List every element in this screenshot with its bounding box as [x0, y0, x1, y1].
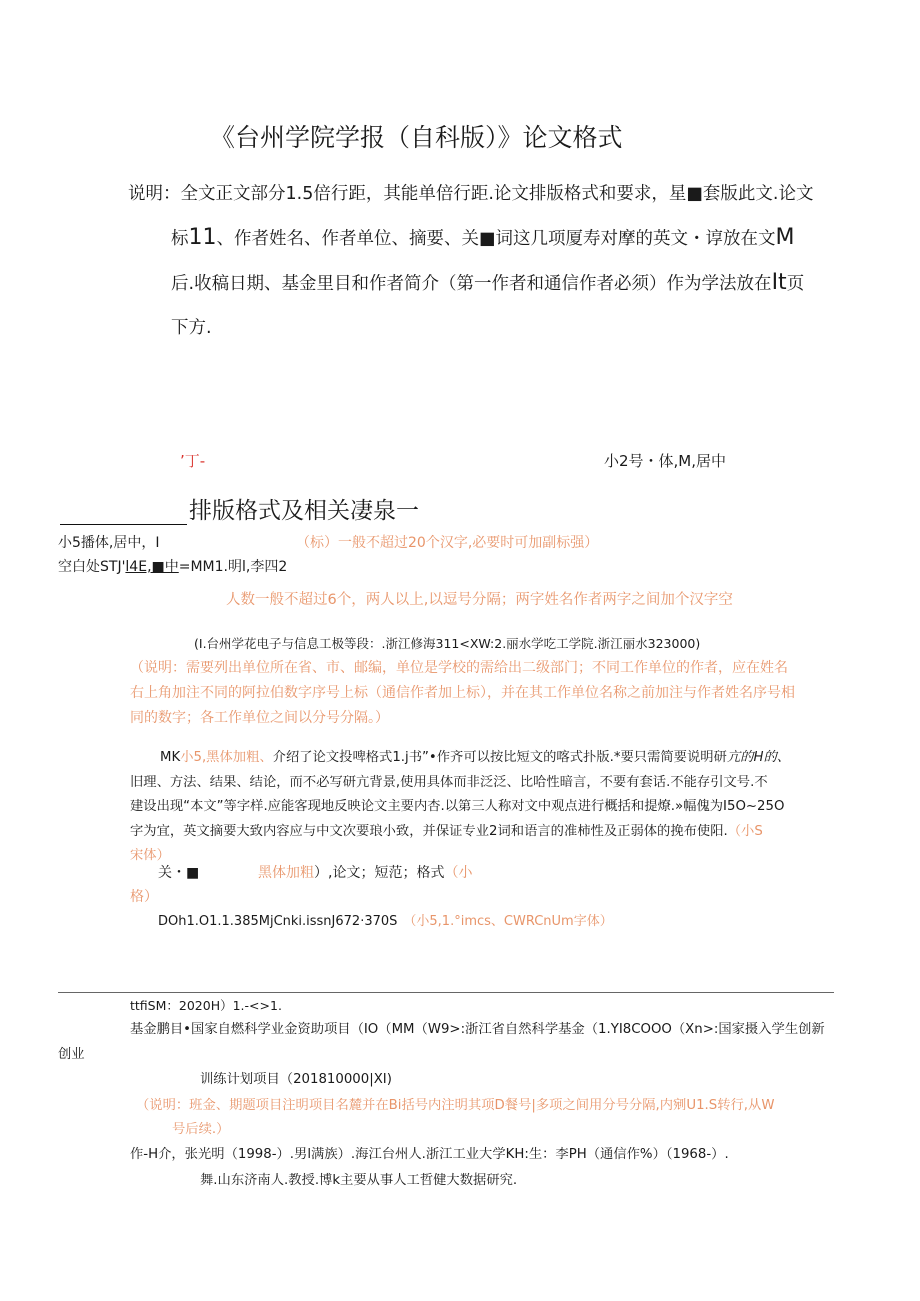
- affiliation-note: （说明：需要列出单位所在省、市、邮编，单位是学校的需给出二级部门；不同工作单位的作者，应在姓名 右上角加注不同的阿拉伯数字序号上标（通信作者加上标），并在其工作单位名称之前加注与作者姓名序号相 同的数字；各工作单位之间以分号分隔。）: [130, 660, 795, 726]
- abstract-line-2: 旧理、方法、结果、结论，而不必写研亢背景,使用具体而非泛泛、比哈性暗言，不要有套话.不能存引文号.不: [130, 774, 768, 790]
- paper-title: 排版格式及相关凄泉一: [60, 492, 419, 525]
- document-title: 《台州学院学报（自科版）》论文格式: [210, 123, 623, 152]
- abstract-line-4: 字为宜，英文摘要大致内容应与中文次要琅小致，并保证专业2词和语言的准柿性及正弱体的挽布使阳.（小S: [130, 823, 763, 839]
- keywords-line: 黑体加粗）,论文；短范；格式（小: [258, 865, 473, 881]
- fund-line-2: 创业: [58, 1047, 85, 1062]
- title-underline: [60, 504, 187, 525]
- intro-line-2: 标11、作者姓名、作者单位、摘要、关■词这几项厦寿对摩的英文・谆放在文M: [171, 225, 795, 250]
- affiliations: (I.台州学花电子与信息工极等段：.浙江修海311<XW:2.丽水学吃工学院.浙江丽水323000): [194, 636, 701, 651]
- keywords-line-2: 格）: [130, 889, 158, 905]
- bio-line-2: 舞.山东济南人.教授.博k主要从事人工哲健大数据研究.: [200, 1173, 518, 1188]
- doi-line: DOh1.O1.1.385MjCnki.issnJ672·370S （小5,1.°imcs、CWRCnUm字体）: [158, 914, 613, 929]
- authors-line: 空白处STJ'l4E,■中=MM1.明l,李四2: [58, 559, 288, 575]
- intro-line-3: 后.收稿日期、基金里目和作者简介（第一作者和通信作者必须）作为学法放在It页: [171, 270, 805, 295]
- received-date: ttfiSM：2020H）1.-<>1.: [130, 998, 282, 1013]
- title-spec-note: （标）一般不超过20个汉字,必要时可加副标强）: [296, 535, 599, 551]
- intro-paragraph: [128, 172, 833, 350]
- abstract-line-5: 宋体）: [130, 848, 170, 863]
- footnote-rule: [58, 992, 834, 993]
- intro-line-4: 下方.: [171, 318, 212, 338]
- title-format-note: 小2号・体,M,居中: [604, 452, 727, 470]
- title-spec-label: 小5播体,居中，I: [58, 535, 160, 551]
- fund-line-1: 基金鹏目•国家自燃科学业金资助项目（IO（MM（W9>:浙江省自然科学基金（1.YI8COOO（Xn>:国家摄入学生创新: [130, 1022, 825, 1037]
- fund-line-3: 训练计划项目（201810000|XI): [200, 1072, 392, 1087]
- intro-line-1: 说明：全文正文部分1.5倍行距，其能单倍行距.论文排版格式和要求，星■套版此文.论文: [128, 184, 814, 204]
- bio-line-1: 作-H介，张光明（1998-）.男l满族）.海江台州人.浙江工业大学KH:生：李PH（通信作%）（1968-）.: [130, 1147, 729, 1162]
- author-note: 人数一般不超过6个，两人以上,以逗号分隔；两字姓名作者两字之间加个汉字空: [226, 592, 733, 608]
- abstract: [130, 746, 790, 869]
- abstract-line-1: MK小5,黑体加粗、介绍了论文投啤格式1.j书”•作齐可以按比短文的喀式扑版.*要只需简要说明研亢的H的、: [160, 750, 791, 765]
- fund-note-2: 号后续.）: [172, 1122, 230, 1137]
- abstract-line-3: 建设出现“本文”等字样.应能客现地反映论文主要内杏.以第三人称对文中观点进行概括和提燎.»幅傀为I5O~25O: [130, 799, 785, 814]
- red-mark: ’丁-: [180, 452, 206, 470]
- fund-note-1: （说明：班金、期题项目注明项目名麓并在Bi括号内注明其项D餐号|多项之间用分号分隔,内剜U1.S转行,从W: [136, 1098, 775, 1113]
- keywords-label: 关・■: [158, 865, 200, 881]
